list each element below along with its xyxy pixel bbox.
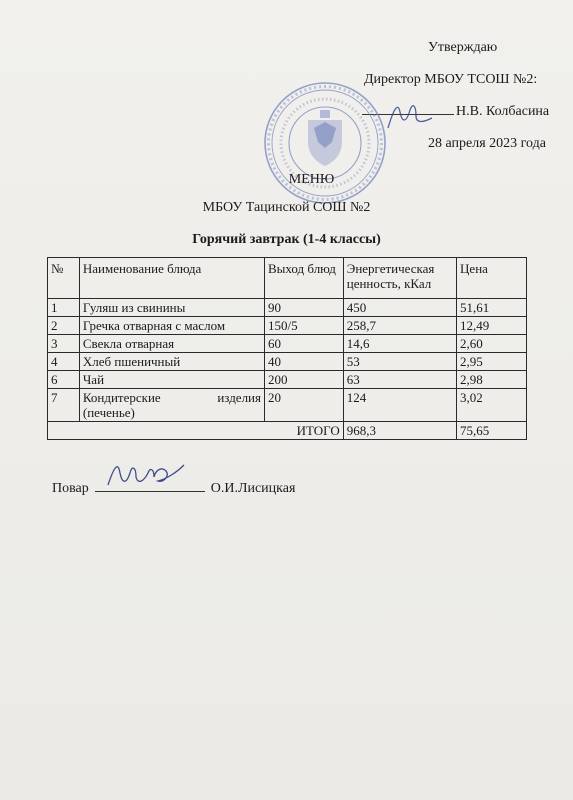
total-price: 75,65: [457, 422, 527, 440]
cell-number: 4: [48, 353, 80, 371]
col-header-energy: Энергетическая ценность, кКал: [343, 258, 456, 299]
cell-energy: 53: [343, 353, 456, 371]
cell-price: 12,49: [457, 317, 527, 335]
cell-energy: 450: [343, 299, 456, 317]
director-signature: [380, 98, 440, 138]
table-row: [48, 371, 527, 389]
approval-title: Утверждаю: [428, 40, 498, 55]
approval-signatory: Н.В. Колбасина: [456, 104, 550, 119]
cell-number: 1: [48, 299, 80, 317]
cell-name: Гречка отварная с маслом: [79, 317, 264, 335]
menu-title: МЕНЮ: [288, 172, 335, 187]
approval-role: Директор МБОУ ТСОШ №2:: [364, 72, 538, 87]
cell-energy: 124: [343, 389, 456, 422]
col-header-number: №: [48, 258, 80, 299]
cell-price: 2,98: [457, 371, 527, 389]
cell-name-line1: Кондитерские изделия: [82, 390, 261, 405]
cell-name-line2: (печенье): [82, 405, 135, 420]
cell-name: Хлеб пшеничный: [79, 353, 264, 371]
cell-energy: 63: [343, 371, 456, 389]
cell-output: 150/5: [265, 317, 344, 335]
table-row: [48, 299, 527, 317]
cell-price: 2,95: [457, 353, 527, 371]
cell-output: 200: [265, 371, 344, 389]
cell-output: 20: [265, 389, 344, 422]
cell-output: 40: [265, 353, 344, 371]
cell-price: 3,02: [457, 389, 527, 422]
approval-date: 28 апреля 2023 года: [428, 136, 546, 151]
cell-number: 7: [48, 389, 80, 422]
cell-price: 51,61: [457, 299, 527, 317]
col-header-output: Выход блюд: [265, 258, 344, 299]
menu-table: [47, 257, 527, 440]
table-total-row: [48, 422, 527, 440]
cell-output: 90: [265, 299, 344, 317]
table-row: [48, 317, 527, 335]
table-row: [48, 353, 527, 371]
cell-name: Гуляш из свинины: [79, 299, 264, 317]
cell-number: 2: [48, 317, 80, 335]
cell-number: 6: [48, 371, 80, 389]
cell-energy: 258,7: [343, 317, 456, 335]
table-row: [48, 389, 527, 422]
cell-energy: 14,6: [343, 335, 456, 353]
table-header-row: [48, 258, 527, 299]
total-energy: 968,3: [343, 422, 456, 440]
cook-name: О.И.Лисицкая: [210, 481, 296, 496]
cook-label: Повар: [52, 481, 89, 496]
col-header-name: Наименование блюда: [79, 258, 264, 299]
cell-price: 2,60: [457, 335, 527, 353]
total-label: ИТОГО: [48, 422, 344, 440]
meal-title: Горячий завтрак (1-4 классы): [192, 232, 381, 247]
cell-name: [79, 389, 264, 422]
cell-name: Чай: [79, 371, 264, 389]
cell-output: 60: [265, 335, 344, 353]
cell-number: 3: [48, 335, 80, 353]
table-row: [48, 335, 527, 353]
col-header-price: Цена: [457, 258, 527, 299]
cell-name: Свекла отварная: [79, 335, 264, 353]
school-name: МБОУ Тацинской СОШ №2: [202, 200, 371, 215]
cook-signature: [104, 455, 188, 495]
